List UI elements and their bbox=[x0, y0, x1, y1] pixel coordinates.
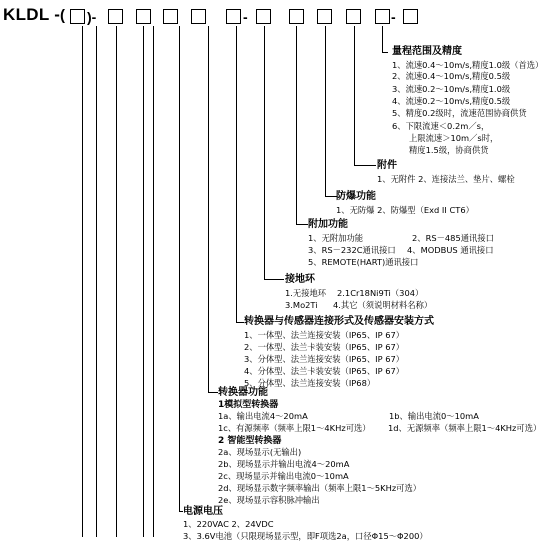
code-box-10 bbox=[346, 9, 361, 24]
code-box-8 bbox=[289, 9, 304, 24]
code-box-7 bbox=[256, 9, 271, 24]
model-prefix: KLDL - bbox=[3, 5, 61, 24]
connection-item: 3、分体型、法兰连接安装（IP65、IP 67） bbox=[244, 354, 405, 364]
code-box-4 bbox=[163, 9, 178, 24]
analog-item: 1a、输出电流4～20mA bbox=[218, 411, 308, 421]
analog-item: 1d、无源频率（频率上限1～4KHz可选） bbox=[388, 423, 542, 433]
additional-item: 2、RS－485通讯接口 bbox=[412, 233, 494, 243]
accessory-title: 附件 bbox=[377, 160, 397, 171]
power-item: 3、3.6V电池（只限现场显示型，即F项选2a，口径Φ15～Φ200） bbox=[183, 531, 428, 541]
range-item: 6、下限流速＜0.2m／s， bbox=[392, 121, 490, 131]
leader-line bbox=[325, 26, 326, 196]
smart-item: 2e、现场显示容积脉冲输出 bbox=[218, 495, 320, 505]
range-item: 精度1.5级，协商供货 bbox=[409, 145, 489, 155]
connection-item: 4、分体型、法兰卡装安装（IP65、IP 67） bbox=[244, 366, 405, 376]
smart-item: 2c、现场显示并输出电流0～10mA bbox=[218, 471, 349, 481]
range-item: 4、流速0.2～10m/s,精度0.5级 bbox=[392, 96, 511, 106]
code-dash: - bbox=[243, 9, 248, 25]
smart-item: 2a、现场显示(无输出) bbox=[218, 447, 302, 457]
ground-item: 2.1Cr18Ni9Ti（304） bbox=[337, 288, 424, 298]
connection-item: 5、分体型、法兰连接安装（IP68） bbox=[244, 378, 376, 388]
additional-item: 3、RS－232C通讯接口 bbox=[308, 245, 396, 255]
range-item: 上限流速＞10m／s时， bbox=[409, 133, 499, 143]
range-title: 量程范围及精度 bbox=[392, 46, 462, 57]
range-item: 5、精度0.2级时，流速范围协商供货 bbox=[392, 108, 527, 118]
code-box-2 bbox=[108, 9, 123, 24]
code-box-1 bbox=[70, 9, 85, 24]
code-dash: - bbox=[391, 9, 396, 25]
ground-item: 4.其它（须说明材料名称） bbox=[333, 300, 433, 310]
power-item: 1、220VAC 2、24VDC bbox=[183, 519, 274, 529]
power-title: 电源电压 bbox=[183, 506, 223, 517]
leader-line bbox=[96, 26, 97, 537]
connector bbox=[296, 224, 308, 225]
additional-item: 1、无附加功能 bbox=[308, 233, 364, 243]
analog-item: 1c、有源频率（频率上限1～4KHz可选） bbox=[218, 423, 371, 433]
accessory-item: 1、无附件 2、连接法兰、垫片、螺栓 bbox=[377, 174, 515, 184]
additional-item: 5、REMOTE(HART)通讯接口 bbox=[308, 257, 419, 267]
code-box-3 bbox=[136, 9, 151, 24]
connector bbox=[264, 279, 284, 280]
analog-item: 1b、输出电流0～10mA bbox=[389, 411, 479, 421]
explosion-item: 1、无防爆 2、防爆型（Exd II CT6） bbox=[336, 205, 474, 215]
range-item: 1、流速0.4～10m/s,精度1.0级（首选） bbox=[392, 60, 544, 70]
leader-line bbox=[382, 26, 383, 52]
explosion-title: 防爆功能 bbox=[336, 191, 376, 202]
code-box-11 bbox=[375, 9, 390, 24]
code-box-9 bbox=[317, 9, 332, 24]
code-dash: )- bbox=[87, 9, 97, 25]
smart-item: 2b、现场显示并输出电流4～20mA bbox=[218, 459, 350, 469]
additional-title: 附加功能 bbox=[308, 219, 348, 230]
leader-line bbox=[236, 26, 237, 322]
leader-line bbox=[153, 26, 154, 537]
connector bbox=[354, 165, 376, 166]
analog-title: 1模拟型转换器 bbox=[218, 400, 279, 410]
ground-item: 3.Mo2Ti bbox=[285, 300, 318, 310]
connection-title: 转换器与传感器连接形式及传感器安装方式 bbox=[244, 316, 434, 327]
additional-item: 4、MODBUS 通讯接口 bbox=[407, 245, 494, 255]
connection-item: 2、一体型、法兰卡装安装（IP65、IP 67） bbox=[244, 342, 405, 352]
leader-line bbox=[354, 26, 355, 165]
range-item: 3、流速0.2～10m/s,精度1.0级 bbox=[392, 84, 511, 94]
leader-line bbox=[82, 26, 83, 537]
smart-item: 2d、现场显示数字频率输出（频率上限1～5KHz可选） bbox=[218, 483, 422, 493]
leader-line bbox=[264, 26, 265, 279]
ground-title: 接地环 bbox=[285, 274, 315, 285]
connection-item: 1、一体型、法兰连接安装（IP65、IP 67） bbox=[244, 330, 405, 340]
leader-line bbox=[296, 26, 297, 224]
range-item: 2、流速0.4～10m/s,精度0.5级 bbox=[392, 71, 511, 81]
leader-line bbox=[208, 26, 209, 392]
code-box-6 bbox=[226, 9, 241, 24]
leader-line bbox=[143, 26, 144, 537]
connector bbox=[208, 392, 218, 393]
ground-item: 1.无接地环 bbox=[285, 288, 327, 298]
model-paren: ( bbox=[60, 7, 65, 24]
connector bbox=[382, 52, 388, 53]
connector bbox=[236, 322, 244, 323]
leader-line bbox=[116, 26, 117, 537]
code-box-12 bbox=[403, 9, 418, 24]
smart-title: 2 智能型转换器 bbox=[218, 436, 282, 446]
code-box-5 bbox=[191, 9, 206, 24]
converter-title: 转换器功能 bbox=[218, 387, 268, 398]
leader-line bbox=[179, 26, 180, 511]
